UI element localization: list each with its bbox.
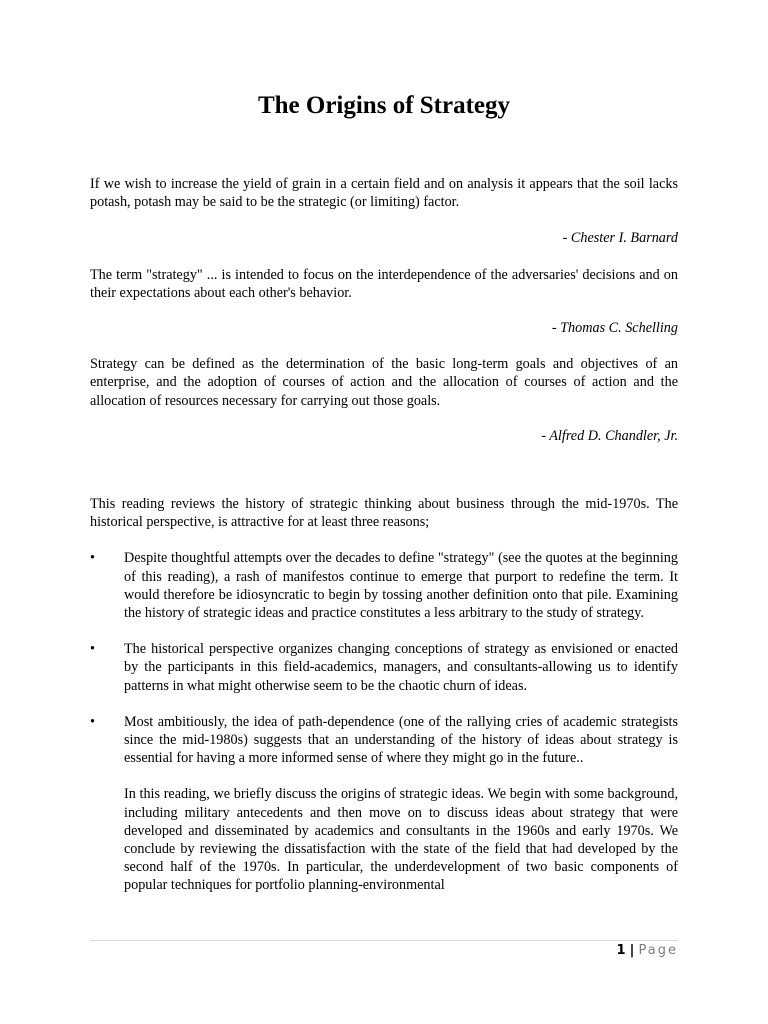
quote-author: - Chester I. Barnard [562,230,678,247]
footer-separator: | [629,943,635,958]
bullet-icon: • [90,550,95,567]
reasons-list [90,549,678,767]
page-footer [616,943,678,958]
bullet-icon: • [90,641,95,658]
quote-author: - Alfred D. Chandler, Jr. [541,427,678,444]
list-item [90,713,678,768]
list-item-text: The historical perspective organizes changing conceptions of strategy as envisioned or enacted by the participants in this field-academics, managers, and consultants-allowing us to identify patterns in what might otherwise seem to be the chaotic churn of ideas. [124,641,678,694]
list-item-text: Most ambitiously, the idea of path-dependence (one of the rallying cries of academic strategists since the mid-1980s) suggests that an understanding of the history of ideas about strategy is essential for having a more informed sense of where they might go in the future.. [124,713,678,767]
page-label: Page [638,943,678,958]
list-item [90,640,678,695]
quote-text: The term "strategy" ... is intended to focus on the interdependence of the adversaries' decisions and on their expectations about each other's behavior. [90,266,678,301]
bullet-icon: • [90,713,95,730]
quote-text: If we wish to increase the yield of grain in a certain field and on analysis it appears that the soil lacks potash, potash may be said to be the strategic (or limiting) factor. [90,176,678,211]
quote-author: - Thomas C. Schelling [551,320,678,337]
page-title: The Origins of Strategy [257,92,511,119]
intro-paragraph: This reading reviews the history of strategic thinking about business through the mid-1970s. The historical perspective, is attractive for at least three reasons; [90,496,678,531]
list-item-text: Despite thoughtful attempts over the decades to define "strategy" (see the quotes at the beginning of this reading), a rash of manifestos continue to emerge that purport to redefine the term. It would therefore be idiosyncratic to begin by tossing another definition onto that pile. Examining the history of strategic ideas and practice constitutes a less arbitrary to the study of strategy. [124,550,678,622]
list-item [90,549,678,622]
page-number: 1 [616,943,626,958]
quote-text: Strategy can be defined as the determination of the basic long-term goals and objectives of an enterprise, and the adoption of courses of action and the allocation of courses of action and the allocation of resources necessary for carrying out those goals. [90,356,678,409]
footer-divider [90,940,678,941]
document-body [90,175,678,895]
closing-paragraph: In this reading, we briefly discuss the origins of strategic ideas. We begin with some background, including military antecedents and then move on to discuss ideas about strategy that were developed and disseminated by academics and consultants in the 1960s and early 1970s. We conclude by reviewing the dissatisfaction with the state of the field that had developed by the second half of the 1970s. In particular, the underdevelopment of two basic components of popular techniques for portfolio planning-environmental [124,786,678,894]
